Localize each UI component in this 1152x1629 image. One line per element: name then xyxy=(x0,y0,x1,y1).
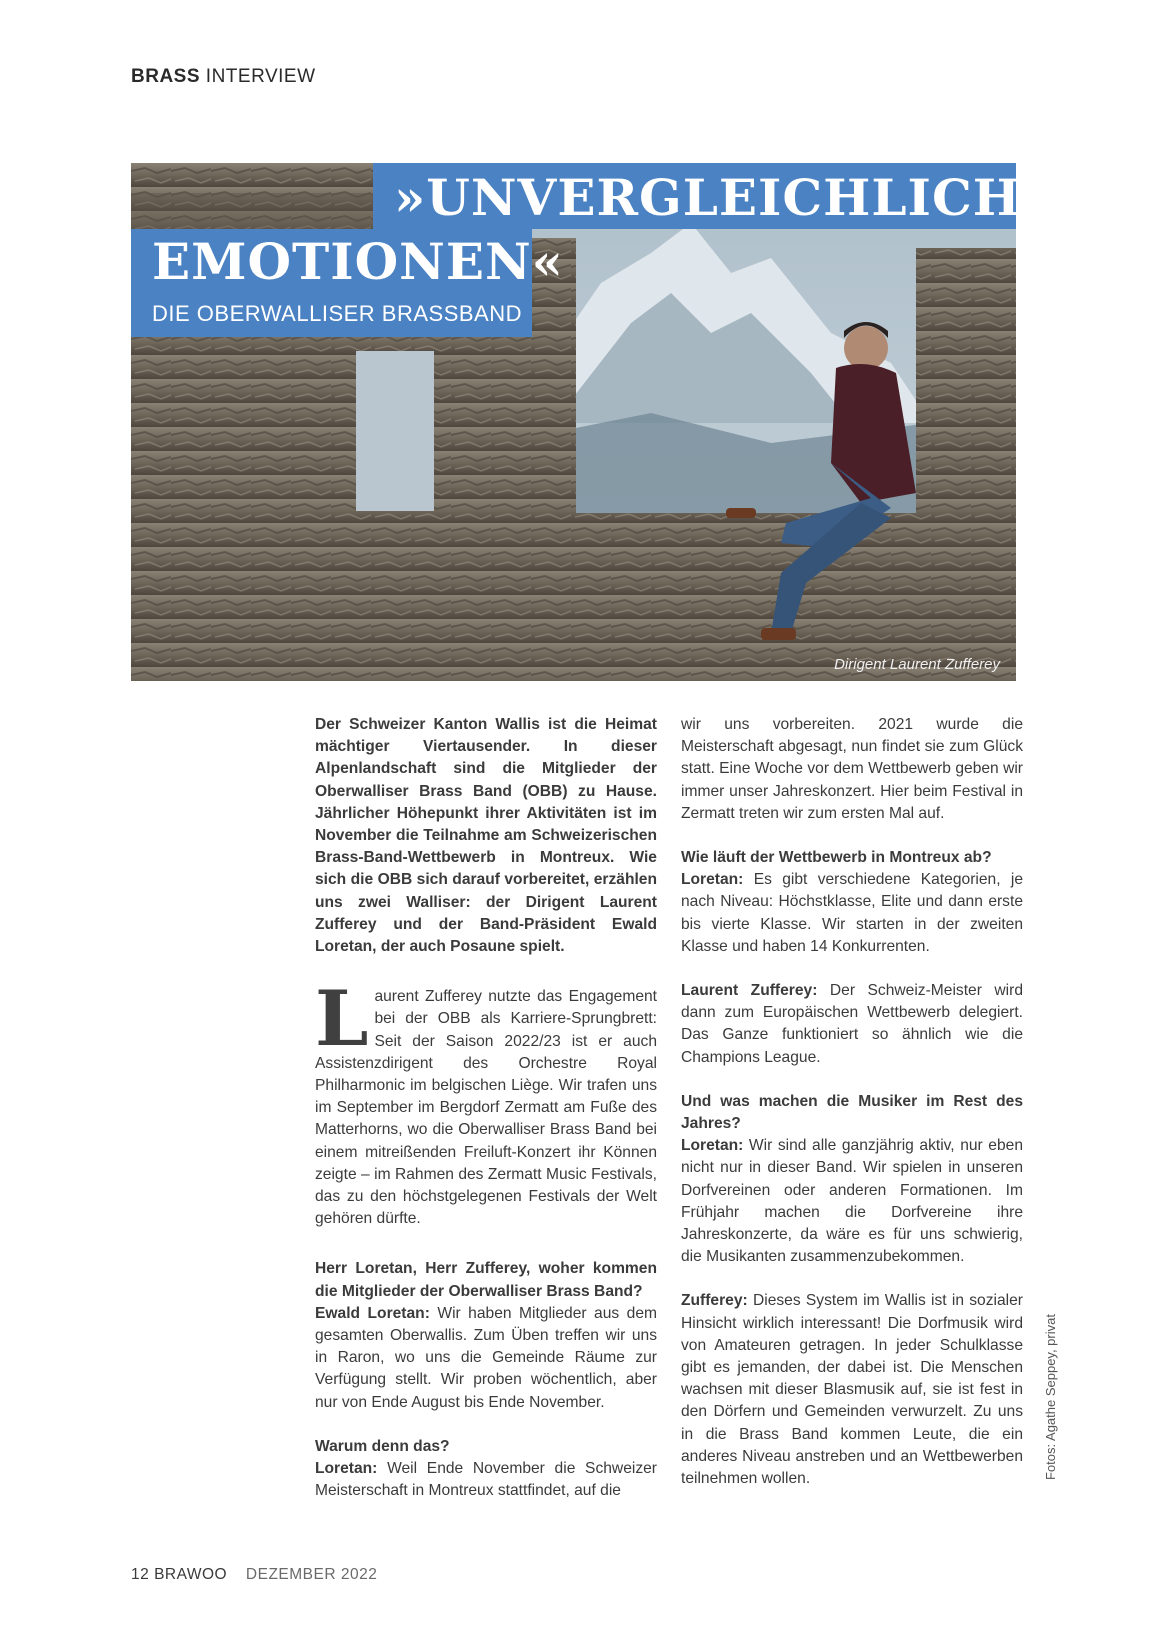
intro-text: aurent Zufferey nutzte das Engagement bei der OBB als Karriere-Sprungbrett: Seit der Saison 2022/23 ist er auch Assistenzdirigent des Orchestre Royal Philharmonic im belgischen Liège. Wir trafen uns im September im Bergdorf Zermatt am Fuße des Matterhorns, wo die Oberwalliser Brass Band bei einem mitreißenden Freiluft-Konzert ihr Können zeigte – im Rahmen des Zermatt Music Festivals, das zu den höchstgelegenen Festivals der Welt gehören dürfte. xyxy=(315,988,657,1228)
section-header xyxy=(131,66,316,88)
question: Wie läuft der Wettbewerb in Montreux ab? xyxy=(681,849,992,867)
magazine-name: BRAWOO xyxy=(154,1566,228,1583)
answer: Weil Ende November die Schweizer Meisterschaft in Montreux stattfindet, auf die xyxy=(315,1460,657,1500)
qa-block-1 xyxy=(315,1258,657,1413)
qa-block-4 xyxy=(681,980,1023,1069)
qa-block-3 xyxy=(681,847,1023,958)
article-intro xyxy=(315,974,657,1230)
section-header-rest: INTERVIEW xyxy=(200,66,316,87)
drop-cap: L xyxy=(315,974,369,1064)
answer: Dieses System im Wallis ist in sozialer Hinsicht wirklich interessant! Die Dorfmusik wird von Amateuren getragen. In jeder Schulklasse gibt es jemanden, der dabei ist. Die Menschen wachsen mit dieser Blasmusik auf, sie ist fest in den Dörfern und Gemeinden verwurzelt. Zu uns in die Brass Band kommen Leute, die ein anderes Niveau anstreben und an Wettbewerben teilnehmen wollen. xyxy=(681,1292,1023,1488)
article-column-right xyxy=(681,714,1023,1490)
speaker: Ewald Loretan: xyxy=(315,1304,430,1322)
question: Und was machen die Musiker im Rest des Jahres? xyxy=(681,1092,1023,1133)
speaker: Loretan: xyxy=(315,1460,378,1478)
article-column-left xyxy=(315,714,657,1503)
answer: Es gibt verschiedene Kategorien, je nach Niveau: Höchstklasse, Elite und dann erste bis vierte Klasse. Wir starten in der zweiten Klasse und haben 14 Konkurrenten. xyxy=(681,871,1023,955)
answer: Wir haben Mitglieder aus dem gesamten Oberwallis. Zum Üben treffen wir uns in Raron, wo uns die Gemeinde Räume zur Verfügung stellt. Wir proben wöchentlich, aber nur von Ende August bis Ende November. xyxy=(315,1304,657,1411)
speaker: Loretan: xyxy=(681,871,744,889)
article-lead: Der Schweizer Kanton Wallis ist die Heimat mächtiger Viertausender. In dieser Alpenlandschaft sind die Mitglieder der Oberwalliser Brass Band (OBB) zu Hause. Jährlicher Höhepunkt ihrer Aktivitäten ist im November die Teilnahme am Schweizerischen Brass-Band-Wettbewerb in Montreux. Wie sich die OBB sich darauf vorbereitet, erzählen uns zwei Walliser: der Dirigent Laurent Zufferey und der Band-Präsident Ewald Loretan, der auch Posaune spielt. xyxy=(315,716,657,956)
answer: Der Schweiz-Meister wird dann zum Europäischen Wettbewerb delegiert. Das Ganze funktioniert so ähnlich wie die Champions League. xyxy=(681,982,1023,1066)
speaker: Zufferey: xyxy=(681,1292,748,1310)
photo-credit: Fotos: Agathe Seppey, privat xyxy=(1043,1314,1058,1480)
speaker: Loretan: xyxy=(681,1137,744,1155)
qa-block-5 xyxy=(681,1091,1023,1269)
answer-continued: wir uns vorbereiten. 2021 wurde die Meisterschaft abgesagt, nun findet sie zum Glück statt. Eine Woche vor dem Wettbewerb geben wir immer unser Jahreskonzert. Hier beim Festival in Zermatt treten wir zum ersten Mal auf. xyxy=(681,716,1023,822)
question: Warum denn das? xyxy=(315,1437,450,1455)
qa-block-2 xyxy=(315,1436,657,1503)
answer: Wir sind alle ganzjährig aktiv, nur eben nicht nur in dieser Band. Wir spielen in unseren Dorfvereinen oder anderen Formationen. Im Frühjahr machen die Dorfvereine ihre Jahreskonzerte, da wäre es für uns schwierig, die Musikanten zusammenzubekommen. xyxy=(681,1137,1023,1266)
page-number: 12 xyxy=(131,1566,150,1583)
headline-subtitle: DIE OBERWALLISER BRASSBAND xyxy=(152,301,522,326)
page-footer xyxy=(131,1566,377,1584)
section-header-bold: BRASS xyxy=(131,66,201,87)
photo-caption: Dirigent Laurent Zufferey xyxy=(834,656,1000,673)
question: Herr Loretan, Herr Zufferey, woher kommen die Mitglieder der Oberwalliser Brass Band? xyxy=(315,1260,657,1300)
issue-date: DEZEMBER 2022 xyxy=(245,1566,378,1583)
qa-block-6 xyxy=(681,1290,1023,1490)
headline-line-1: »UNVERGLEICHLICHE xyxy=(394,168,1061,227)
speaker: Laurent Zufferey: xyxy=(681,982,818,1000)
headline-line-2: EMOTIONEN« xyxy=(152,232,564,291)
